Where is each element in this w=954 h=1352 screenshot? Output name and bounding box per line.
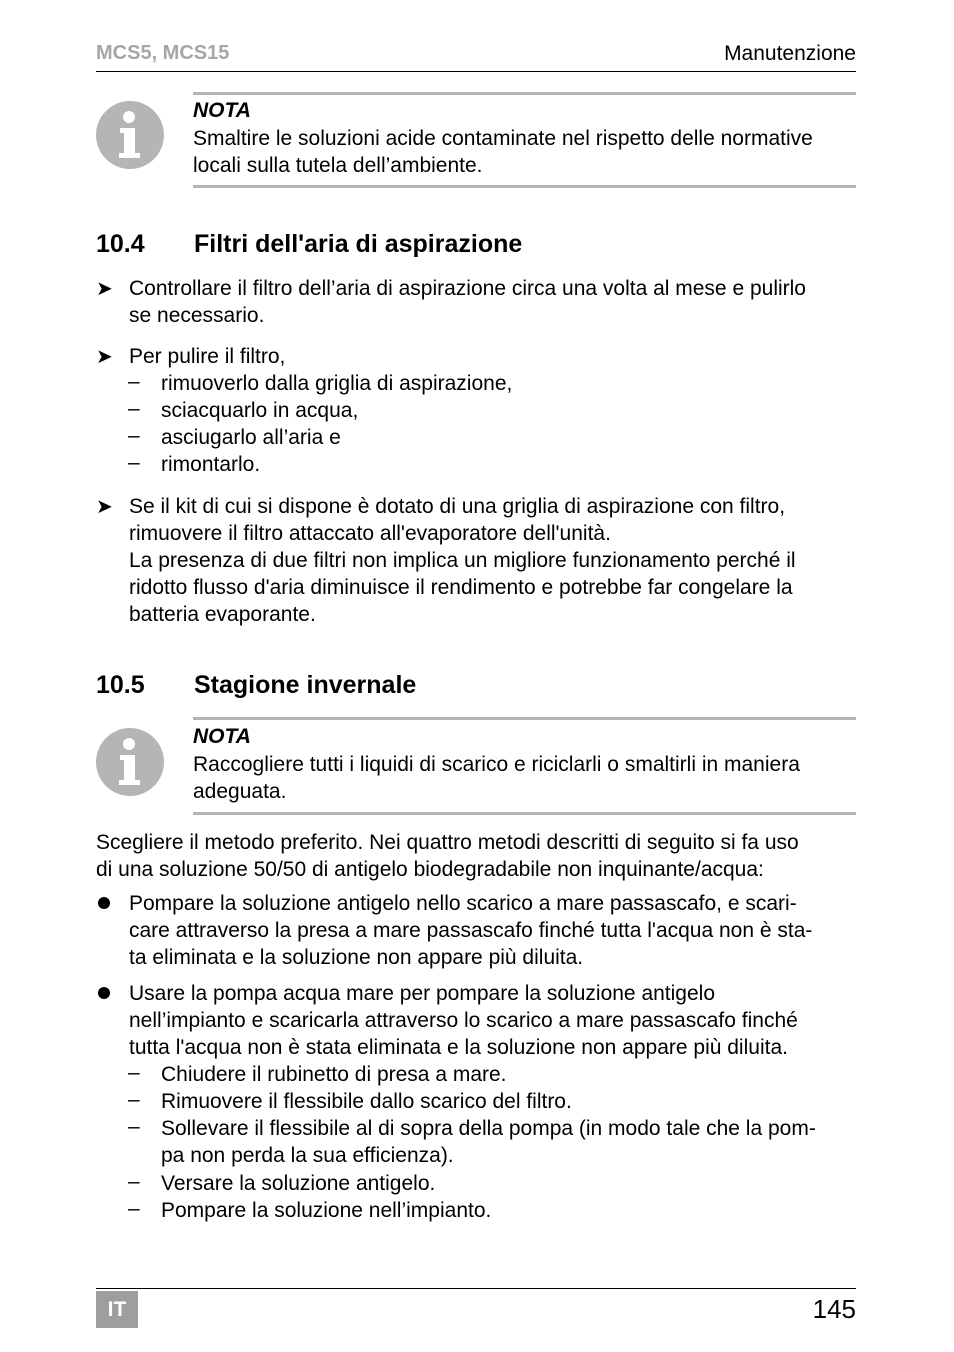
note-text: Smaltire le soluzioni acide contaminate nel rispetto delle normative locali sulla tutela dell’ambiente. xyxy=(193,127,813,177)
substep-text: asciugarlo all’aria e xyxy=(161,426,341,449)
bullet-icon xyxy=(98,897,110,909)
note-bottom-rule xyxy=(193,812,856,815)
dash-marker: – xyxy=(128,1061,140,1084)
note-text: Raccogliere tutti i liquidi di scarico e riciclarli o smaltirli in maniera adeguata. xyxy=(193,753,800,803)
header-rule xyxy=(96,71,856,72)
substep-text: rimontarlo. xyxy=(161,453,261,476)
dash-marker: – xyxy=(128,1115,140,1138)
arrow-icon: ➤ xyxy=(96,346,113,368)
note-title: NOTA xyxy=(193,99,251,122)
dash-marker: – xyxy=(128,370,140,393)
intro-paragraph: Scegliere il metodo preferito. Nei quattro metodi descritti di seguito si fa uso di una soluzione 50/50 di antigelo biodegradabile non inquinante/acqua: xyxy=(96,831,799,881)
substep-text: Versare la soluzione antigelo. xyxy=(161,1172,436,1195)
dash-marker: – xyxy=(128,451,140,474)
header-chapter: Manutenzione xyxy=(724,42,856,65)
dash-marker: – xyxy=(128,397,140,420)
dash-marker: – xyxy=(128,1197,140,1220)
note-top-rule xyxy=(193,717,856,720)
language-badge: IT xyxy=(96,1291,138,1328)
info-icon xyxy=(96,101,164,169)
note-bottom-rule xyxy=(193,185,856,188)
section-heading: 10.4 Filtri dell'aria di aspirazione xyxy=(96,230,523,258)
substep-text: Pompare la soluzione nell’impianto. xyxy=(161,1199,492,1222)
arrow-icon: ➤ xyxy=(96,496,113,518)
step-text: Per pulire il filtro, xyxy=(129,345,286,368)
substep-text: Sollevare il flessibile al di sopra della pompa (in modo tale che la pom- pa non perda la sua efficienza). xyxy=(161,1117,816,1167)
page-number: 145 xyxy=(812,1294,856,1324)
footer-rule xyxy=(96,1288,856,1289)
bullet-text: Usare la pompa acqua mare per pompare la soluzione antigelo nell’impianto e scaricarla attraverso lo scarico a mare passascafo finché tutta l'acqua non è stata eliminata e la soluzione non appare più diluita. xyxy=(129,982,798,1059)
info-icon xyxy=(96,728,164,796)
substep-text: Chiudere il rubinetto di presa a mare. xyxy=(161,1063,507,1086)
substep-text: rimuoverlo dalla griglia di aspirazione, xyxy=(161,372,513,395)
section-heading: 10.5 Stagione invernale xyxy=(96,671,417,699)
note-title: NOTA xyxy=(193,725,251,748)
substep-text: Rimuovere il flessibile dallo scarico del filtro. xyxy=(161,1090,572,1113)
step-text: Controllare il filtro dell’aria di aspirazione circa una volta al mese e pulirlo se necessario. xyxy=(129,277,806,327)
step-text: Se il kit di cui si dispone è dotato di una griglia di aspirazione con filtro, rimuovere il filtro attaccato all'evaporatore dell'unità. La presenza di due filtri non implica un migliore funzionamento perché il ridotto flusso d'aria diminuisce il rendimento e potrebbe far congelare la batteria evaporante. xyxy=(129,495,796,626)
bullet-text: Pompare la soluzione antigelo nello scarico a mare passascafo, e scari- care attraverso la presa a mare passascafo finché tutta l'acqua non è sta- ta eliminata e la soluzione non appare più diluita. xyxy=(129,892,813,969)
bullet-icon xyxy=(98,987,110,999)
arrow-icon: ➤ xyxy=(96,278,113,300)
dash-marker: – xyxy=(128,1170,140,1193)
substep-text: sciacquarlo in acqua, xyxy=(161,399,359,422)
dash-marker: – xyxy=(128,1088,140,1111)
note-top-rule xyxy=(193,92,856,95)
dash-marker: – xyxy=(128,424,140,447)
header-product: MCS5, MCS15 xyxy=(96,42,230,64)
